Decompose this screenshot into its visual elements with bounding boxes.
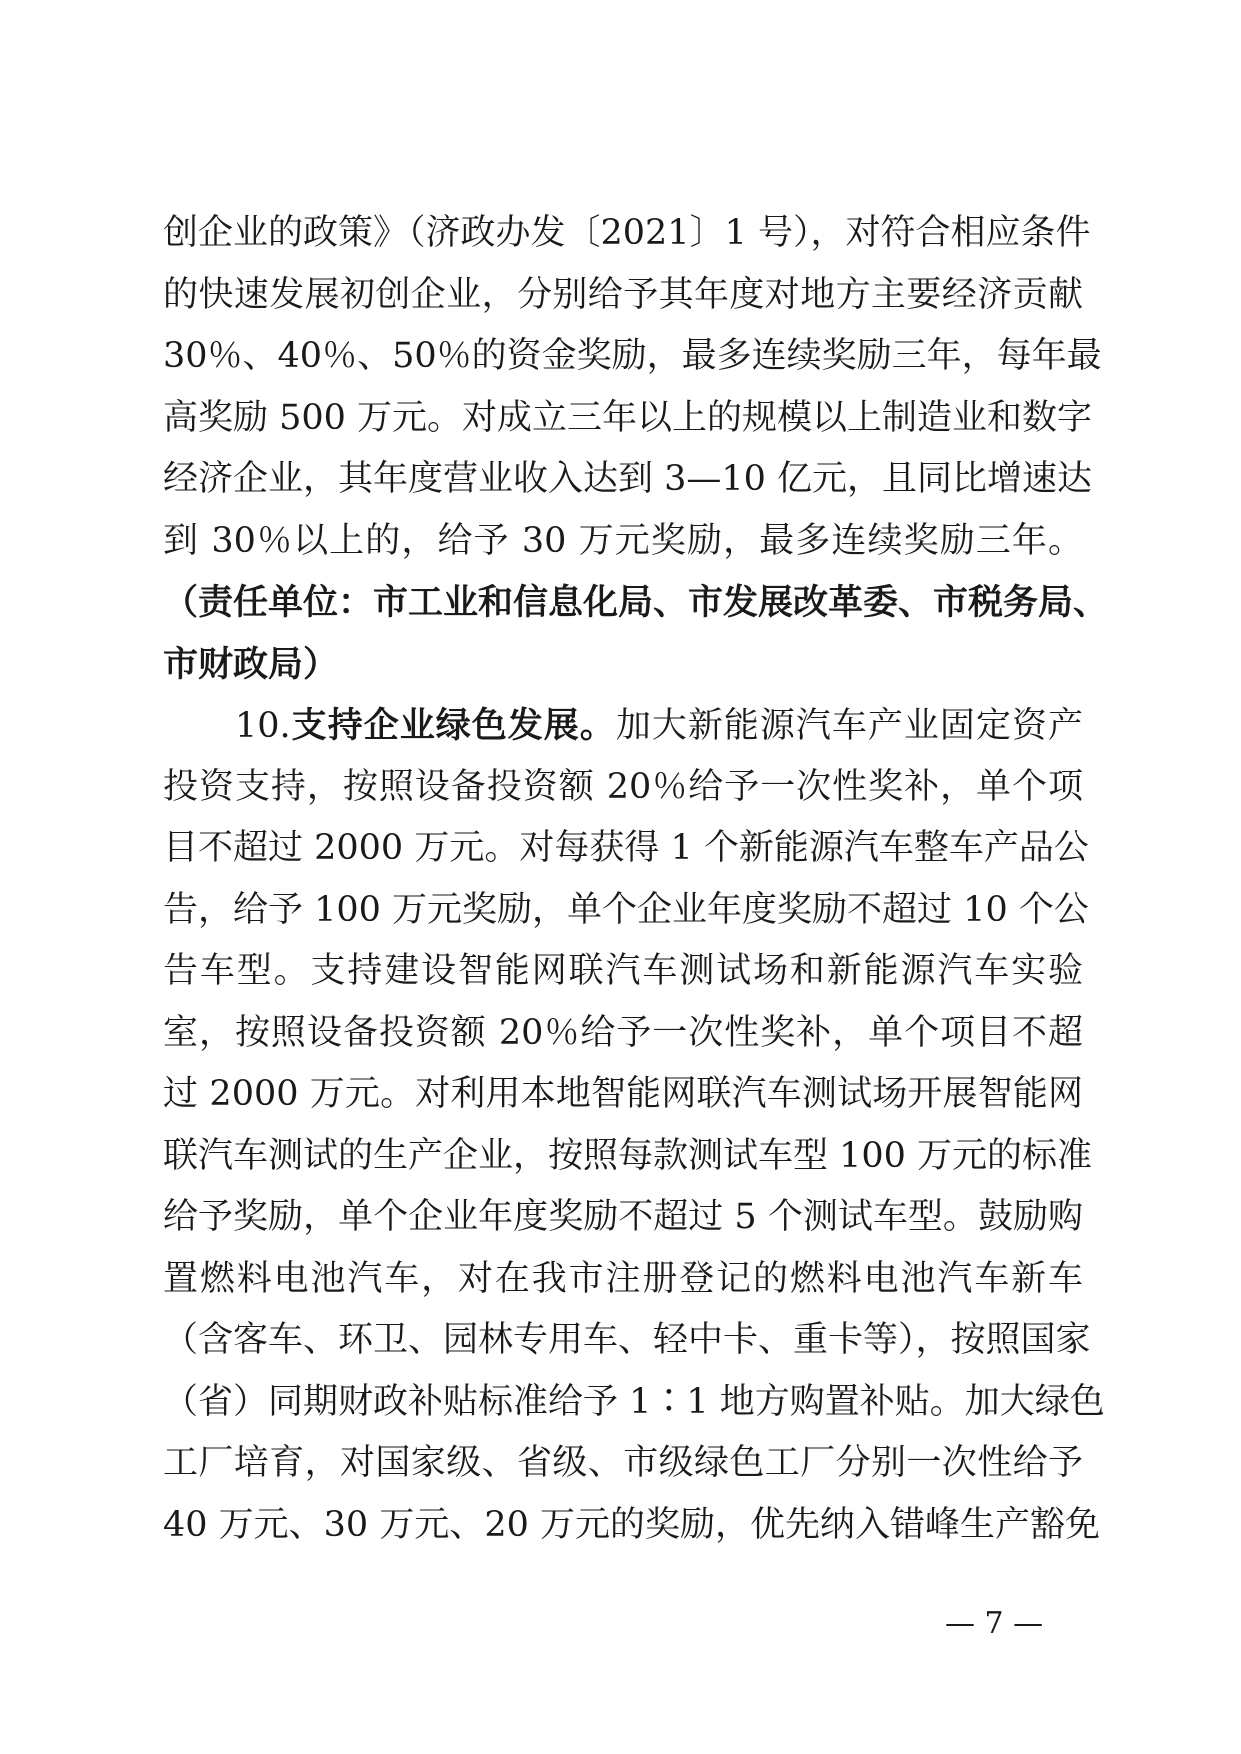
text-line: 高奖励 500 万元。对成立三年以上的规模以上制造业和数字 bbox=[163, 397, 1093, 438]
body-text bbox=[163, 203, 1109, 1556]
page-number: — 7 — bbox=[945, 1606, 1044, 1641]
responsibility-line: 市财政局） bbox=[163, 643, 339, 685]
text-line: 给予奖励，单个企业年度奖励不超过 5 个测试车型。鼓励购 bbox=[163, 1197, 1083, 1237]
text-line: 创企业的政策》（济政办发〔2021〕1 号），对符合相应条件 bbox=[163, 213, 1091, 253]
text-line: （省）同期财政补贴标准给予 1∶1 地方购置补贴。加大绿色 bbox=[163, 1381, 1105, 1422]
text-line: （含客车、环卫、园林专用车、轻中卡、重卡等），按照国家 bbox=[163, 1320, 1091, 1360]
section-10-first-line bbox=[163, 695, 1083, 757]
text-line: 30％、40％、50％的资金奖励，最多连续奖励三年，每年最 bbox=[163, 336, 1102, 376]
text-line: 的快速发展初创企业，分别给予其年度对地方主要经济贡献 bbox=[163, 274, 1083, 315]
text-line: 到 30％以上的，给予 30 万元奖励，最多连续奖励三年。 bbox=[163, 520, 1083, 561]
text-line: 40 万元、30 万元、20 万元的奖励，优先纳入错峰生产豁免 bbox=[163, 1504, 1100, 1545]
text-line: 经济企业，其年度营业收入达到 3—10 亿元，且同比增速达 bbox=[163, 459, 1093, 499]
section-first-line-text: 加大新能源汽车产业固定资产 bbox=[615, 706, 1083, 746]
text-line: 室，按照设备投资额 20％给予一次性奖补，单个项目不超 bbox=[163, 1012, 1083, 1053]
text-line: 过 2000 万元。对利用本地智能网联汽车测试场开展智能网 bbox=[163, 1074, 1083, 1114]
text-line: 投资支持，按照设备投资额 20％给予一次性奖补，单个项 bbox=[163, 766, 1083, 807]
text-line: 置燃料电池汽车，对在我市注册登记的燃料电池汽车新车 bbox=[163, 1258, 1083, 1299]
text-line: 告车型。支持建设智能网联汽车测试场和新能源汽车实验 bbox=[163, 951, 1083, 991]
text-line: 工厂培育，对国家级、省级、市级绿色工厂分别一次性给予 bbox=[163, 1443, 1083, 1483]
text-line: 目不超过 2000 万元。对每获得 1 个新能源汽车整车产品公 bbox=[163, 828, 1089, 868]
text-line: 联汽车测试的生产企业，按照每款测试车型 100 万元的标准 bbox=[163, 1135, 1093, 1176]
section-number: 10. bbox=[235, 706, 291, 746]
responsibility-line: （责任单位：市工业和信息化局、市发展改革委、市税务局、 bbox=[163, 582, 1109, 623]
text-line: 告，给予 100 万元奖励，单个企业年度奖励不超过 10 个公 bbox=[163, 889, 1089, 930]
section-heading: 支持企业绿色发展。 bbox=[290, 705, 616, 746]
